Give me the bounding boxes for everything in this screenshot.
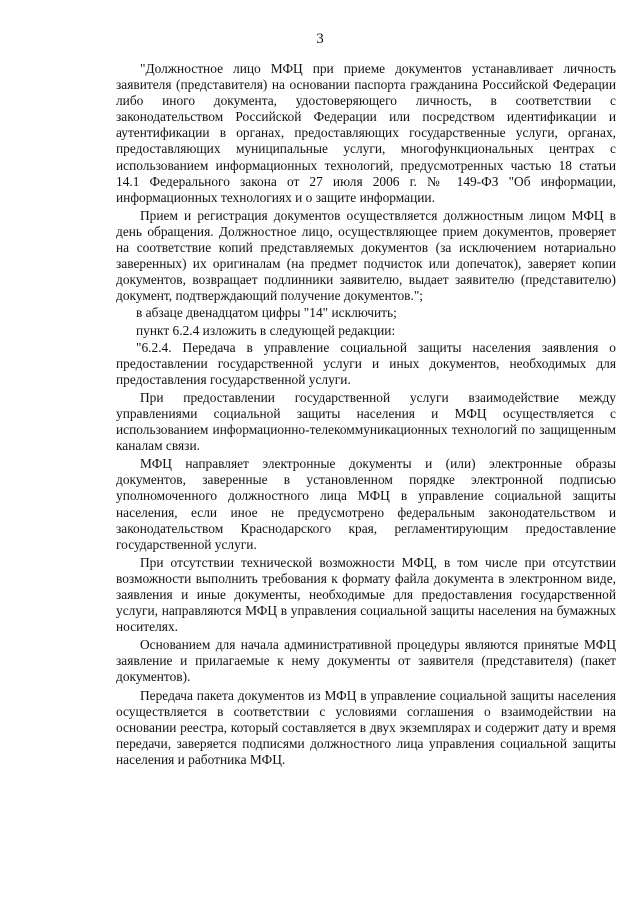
paragraph-amendment-6-2-4: пункт 6.2.4 изложить в следующей редакции: (136, 322, 396, 338)
paragraph-identity-check: "Должностное лицо МФЦ при приеме документов устанавливает личность заявителя (представителя) на основании паспорта гражданина Российской Федерации либо иного документа, удостоверяющего личность, в соответствии с законодательством Российской Федерации или посредством идентификации и аутентификации в органах, предоставляющих государственные услуги, органах, предоставляющих муниципальные услуги, многофункциональных центрах с использованием информационных технологий, предусмотренных частью 18 статьи 14.1 Федерального закона от 27 июля 2006 г. № 149-ФЗ "Об информации, информационных технологиях и о защите информации. (116, 61, 616, 205)
paragraph-electronic-documents: МФЦ направляет электронные документы и (или) электронные образы документов, заверенные в установленном порядке электронной подписью уполномоченного должностного лица МФЦ в управление социальной защиты населения, если иное не предусмотрено федеральным законодательством и законодательством Краснодарского края, регламентирующим предоставление государственной услуги. (116, 456, 616, 552)
paragraph-package-transfer: Передача пакета документов из МФЦ в управление социальной защиты населения осуществляется в соответствии с условиями соглашения о взаимодействии на основании реестра, который составляется в двух экземплярах и содержит дату и время передачи, заверяется подписями должностного лица управления социальной защиты населения и работника МФЦ. (116, 687, 616, 767)
paragraph-6-2-4-heading: "6.2.4. Передача в управление социальной защиты населения заявления о предоставлении государственной услуги и иных документов, необходимых для предоставления государственной услуги. (116, 339, 616, 387)
paragraph-amendment-twelfth: в абзаце двенадцатом цифры "14" исключить; (136, 305, 397, 321)
paragraph-procedure-basis: Основанием для начала административной процедуры являются принятые МФЦ заявление и прилагаемые к нему документы от заявителя (представителя) (пакет документов). (116, 637, 616, 685)
document-body (116, 61, 616, 769)
paragraph-reception-registration: Прием и регистрация документов осуществляется должностным лицом МФЦ в день обращения. Должностное лицо, осуществляющее прием документов, проверяет на соответствие копий представляемых документов (за исключением нотариально заверенных) их оригиналам (на предмет подчисток или допечаток), заверяет копии документов, возвращает подлинники заявителю, выдает заявителю (представителю) документ, подтверждающий получение документов."; (116, 207, 616, 304)
page-number: 3 (316, 31, 324, 47)
paragraph-paper-media: При отсутствии технической возможности МФЦ, в том числе при отсутствии возможности выполнить требования к формату файла документа в электронном виде, заявления и иные документы, необходимые для предоставления государственной услуги, направляются МФЦ в управления социальной защиты населения на бумажных носителях. (116, 554, 616, 635)
paragraph-interaction: При предоставлении государственной услуги взаимодействие между управлениями социальной защиты населения и МФЦ осуществляется с использованием информационно-телекоммуникационных технологий по защищенным каналам связи. (116, 389, 616, 454)
